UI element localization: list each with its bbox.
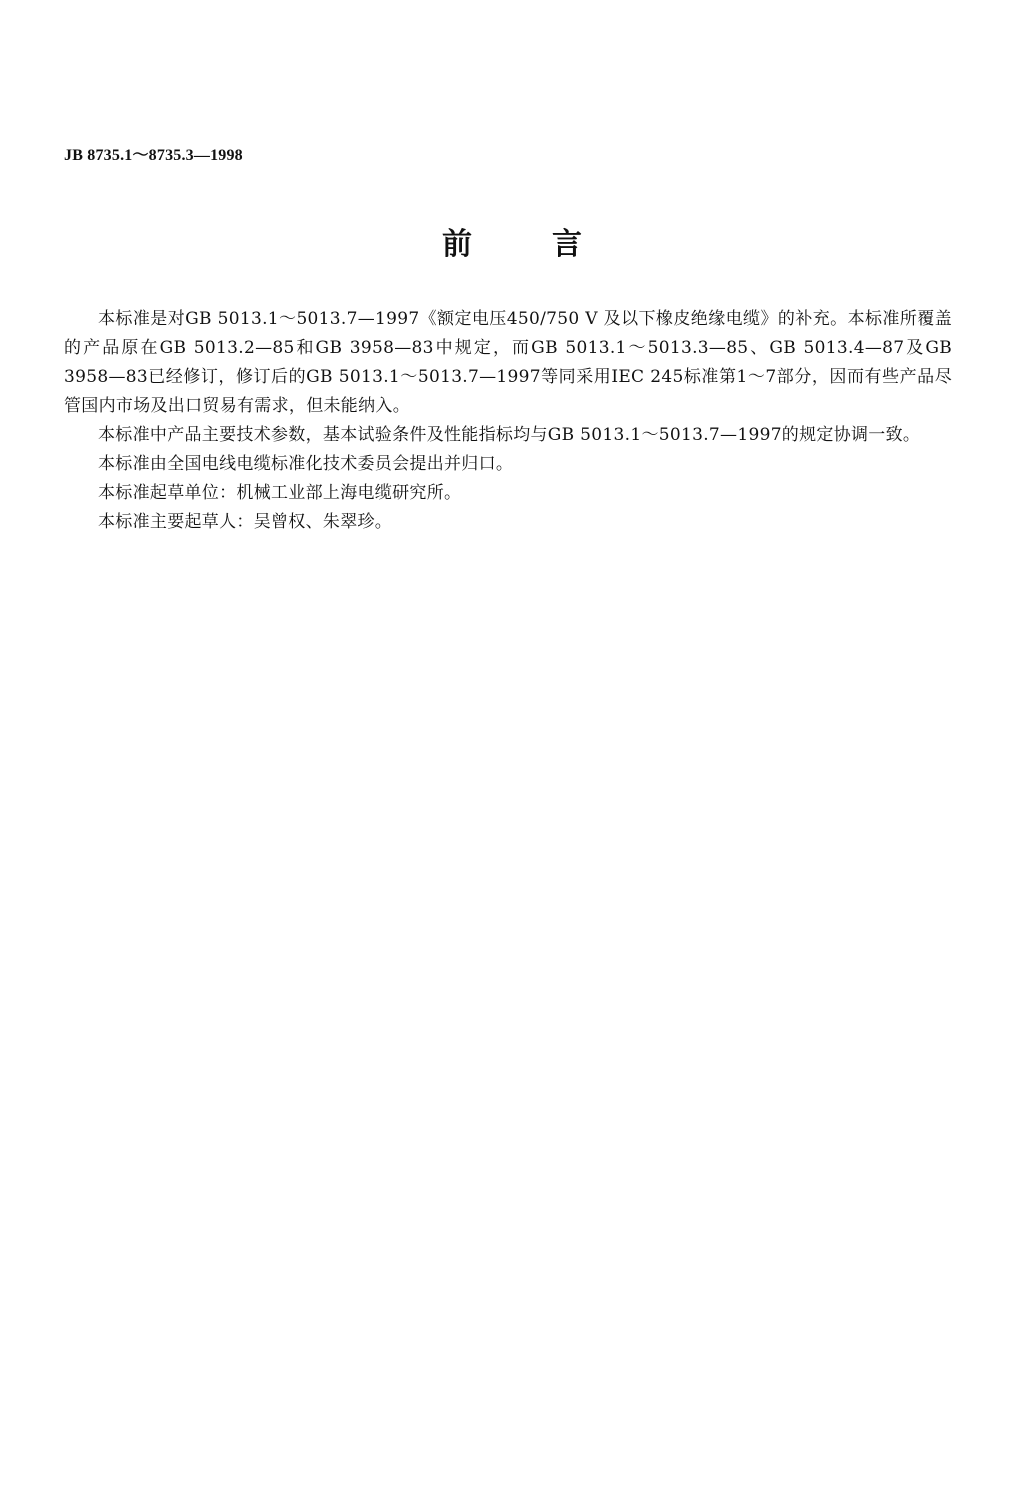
paragraph: 本标准主要起草人：吴曾权、朱翠珍。 [98, 512, 393, 532]
foreword-body [64, 305, 952, 537]
paragraph: 本标准是对GB 5013.1～5013.7—1997《额定电压450/750 V 及以下橡皮绝缘电缆》的补充。本标准所覆盖的产品原在GB 5013.2—85和GB 3958—83中规定，而GB 5013.1～5013.3—85、GB 5013.4—87及GB 3958—83已经修订，修订后的GB 5013.1～5013.7—1997等同采用IEC 245标准第1～7部分，因而有些产品尽管国内市场及出口贸易有需求，但未能纳入。 [64, 309, 952, 416]
title-char-1: 前 [442, 227, 472, 262]
paragraph: 本标准中产品主要技术参数，基本试验条件及性能指标均与GB 5013.1～5013.7—1997的规定协调一致。 [98, 425, 921, 445]
standard-code: JB 8735.1～8735.3—1998 [64, 147, 243, 164]
title-char-2: 言 [552, 227, 582, 262]
paragraph: 本标准由全国电线电缆标准化技术委员会提出并归口。 [98, 454, 514, 474]
page-title [0, 225, 1024, 265]
paragraph: 本标准起草单位：机械工业部上海电缆研究所。 [98, 483, 462, 503]
